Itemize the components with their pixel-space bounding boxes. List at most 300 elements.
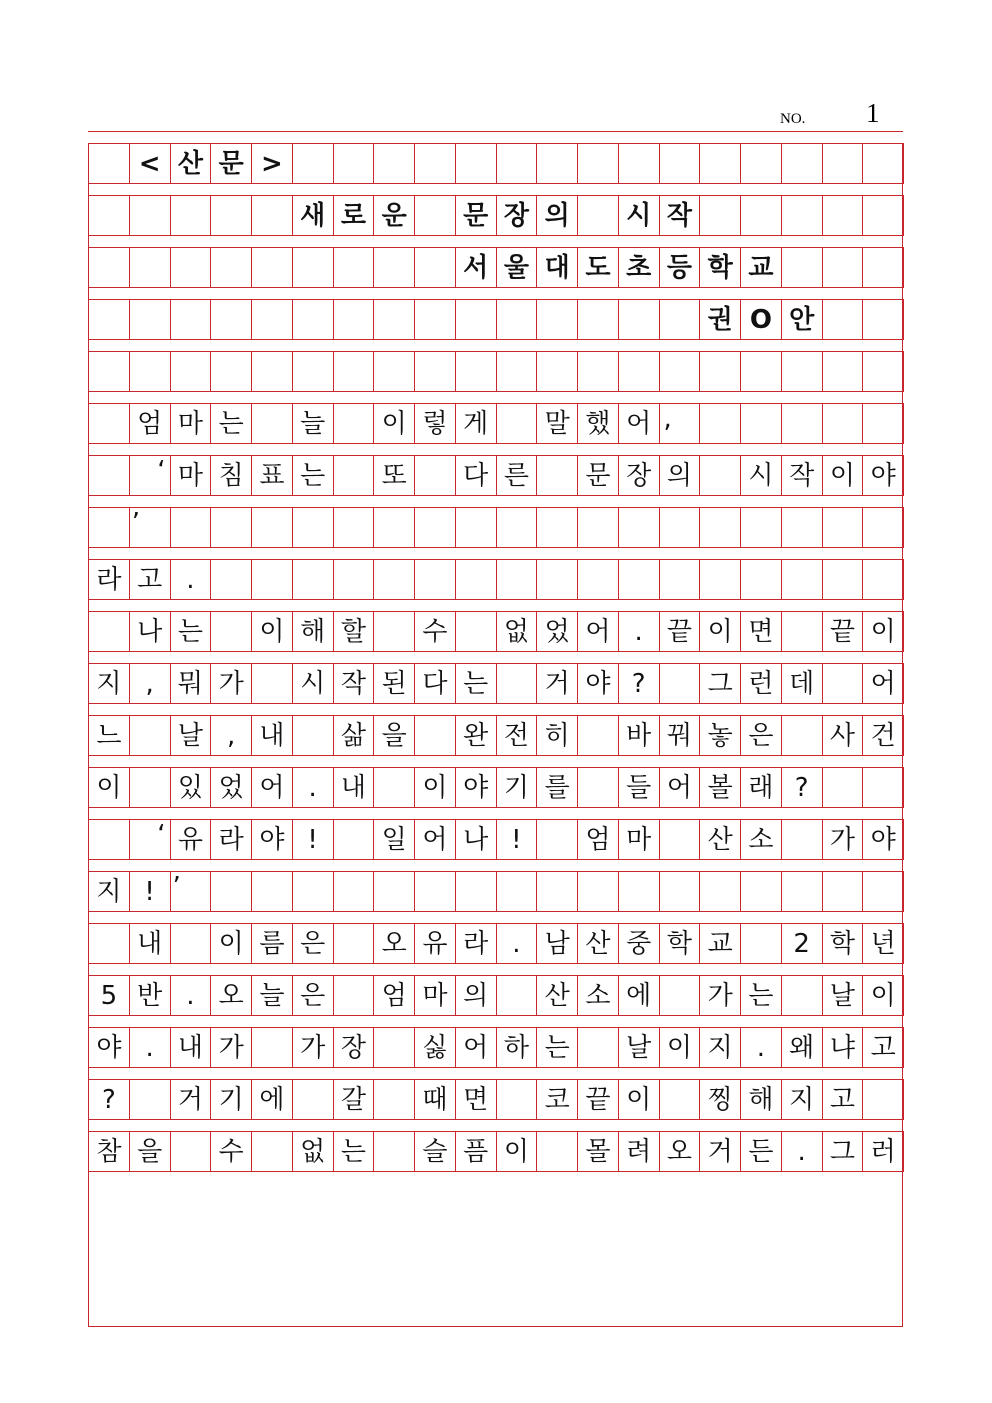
grid-cell-r17-c0: 야 (88, 1027, 130, 1068)
grid-cell-r5-c2: 마 (170, 403, 212, 444)
grid-cell-r16-c0: 5 (88, 975, 130, 1016)
grid-cell-r17-c15: 지 (699, 1027, 741, 1068)
grid-cell-r19-c12: 몰 (577, 1131, 619, 1172)
grid-cell-r14-c4 (251, 871, 293, 912)
grid-cell-r12-c9: 야 (455, 767, 497, 808)
grid-cell-r10-c18 (822, 663, 864, 704)
grid-cell-r10-c0: 지 (88, 663, 130, 704)
grid-cell-r14-c14 (659, 871, 701, 912)
grid-cell-r5-c14: , (659, 403, 701, 444)
grid-cell-r12-c4: 어 (251, 767, 293, 808)
grid-cell-r1-c19 (862, 195, 904, 236)
grid-cell-r1-c3 (210, 195, 252, 236)
grid-cell-r10-c2: 뭐 (170, 663, 212, 704)
grid-cell-r6-c7: 또 (373, 455, 415, 496)
grid-cell-r0-c1: < (129, 143, 171, 184)
grid-cell-r4-c0 (88, 351, 130, 392)
grid-cell-r13-c8: 어 (414, 819, 456, 860)
grid-cell-r13-c18: 가 (822, 819, 864, 860)
grid-cell-r14-c16 (740, 871, 782, 912)
grid-cell-r10-c13: ? (618, 663, 660, 704)
grid-cell-r2-c17 (781, 247, 823, 288)
grid-cell-r8-c0: 라 (88, 559, 130, 600)
grid-cell-r9-c9 (455, 611, 497, 652)
grid-cell-r2-c14: 등 (659, 247, 701, 288)
grid-cell-r8-c11 (536, 559, 578, 600)
grid-cell-r2-c11: 대 (536, 247, 578, 288)
grid-cell-r16-c18: 날 (822, 975, 864, 1016)
grid-cell-r17-c6: 장 (333, 1027, 375, 1068)
grid-cell-r18-c2: 거 (170, 1079, 212, 1120)
grid-cell-r2-c19 (862, 247, 904, 288)
grid-cell-r10-c8: 다 (414, 663, 456, 704)
grid-cell-r5-c7: 이 (373, 403, 415, 444)
grid-cell-r16-c5: 은 (292, 975, 334, 1016)
grid-cell-r11-c2: 날 (170, 715, 212, 756)
grid-cell-r9-c18: 끝 (822, 611, 864, 652)
grid-cell-r11-c8 (414, 715, 456, 756)
grid-cell-r14-c9 (455, 871, 497, 912)
grid-cell-r10-c17: 데 (781, 663, 823, 704)
grid-cell-r6-c1: ‘ (129, 455, 171, 496)
grid-cell-r11-c12 (577, 715, 619, 756)
grid-cell-r17-c9: 어 (455, 1027, 497, 1068)
grid-cell-r15-c3: 이 (210, 923, 252, 964)
grid-cell-r6-c9: 다 (455, 455, 497, 496)
grid-cell-r8-c10 (496, 559, 538, 600)
grid-cell-r17-c1: . (129, 1027, 171, 1068)
grid-cell-r7-c15 (699, 507, 741, 548)
grid-cell-r13-c12: 엄 (577, 819, 619, 860)
grid-cell-r1-c0 (88, 195, 130, 236)
grid-cell-r8-c2: . (170, 559, 212, 600)
grid-cell-r6-c14: 의 (659, 455, 701, 496)
no-label: NO. (780, 111, 806, 127)
grid-cell-r10-c4 (251, 663, 293, 704)
grid-cell-r6-c11 (536, 455, 578, 496)
grid-cell-r3-c19 (862, 299, 904, 340)
grid-cell-r15-c9: 라 (455, 923, 497, 964)
grid-cell-r17-c17: 왜 (781, 1027, 823, 1068)
grid-cell-r6-c16: 시 (740, 455, 782, 496)
grid-cell-r19-c9: 픔 (455, 1131, 497, 1172)
grid-cell-r1-c17 (781, 195, 823, 236)
grid-cell-r12-c8: 이 (414, 767, 456, 808)
grid-cell-r8-c15 (699, 559, 741, 600)
grid-cell-r17-c12 (577, 1027, 619, 1068)
grid-cell-r18-c5 (292, 1079, 334, 1120)
grid-cell-r19-c15: 거 (699, 1131, 741, 1172)
grid-cell-r4-c14 (659, 351, 701, 392)
grid-cell-r11-c1 (129, 715, 171, 756)
grid-cell-r11-c11: 히 (536, 715, 578, 756)
grid-cell-r8-c4 (251, 559, 293, 600)
grid-cell-r14-c18 (822, 871, 864, 912)
grid-cell-r17-c4 (251, 1027, 293, 1068)
grid-cell-r12-c2: 있 (170, 767, 212, 808)
grid-cell-r7-c13 (618, 507, 660, 548)
grid-cell-r17-c18: 냐 (822, 1027, 864, 1068)
grid-cell-r13-c16: 소 (740, 819, 782, 860)
grid-cell-r15-c19: 년 (862, 923, 904, 964)
grid-cell-r5-c10 (496, 403, 538, 444)
grid-cell-r6-c18: 이 (822, 455, 864, 496)
grid-cell-r19-c10: 이 (496, 1131, 538, 1172)
grid-cell-r3-c9 (455, 299, 497, 340)
grid-cell-r2-c4 (251, 247, 293, 288)
grid-cell-r13-c15: 산 (699, 819, 741, 860)
grid-cell-r4-c9 (455, 351, 497, 392)
grid-cell-r10-c10 (496, 663, 538, 704)
grid-cell-r7-c2 (170, 507, 212, 548)
grid-cell-r12-c18 (822, 767, 864, 808)
grid-cell-r3-c0 (88, 299, 130, 340)
grid-cell-r9-c14: 끝 (659, 611, 701, 652)
grid-cell-r1-c12 (577, 195, 619, 236)
grid-cell-r12-c16: 래 (740, 767, 782, 808)
grid-cell-r11-c14: 꿔 (659, 715, 701, 756)
grid-cell-r16-c15: 가 (699, 975, 741, 1016)
grid-cell-r2-c18 (822, 247, 864, 288)
grid-cell-r3-c13 (618, 299, 660, 340)
grid-cell-r0-c0 (88, 143, 130, 184)
grid-cell-r4-c4 (251, 351, 293, 392)
grid-cell-r2-c8 (414, 247, 456, 288)
grid-cell-r9-c5: 해 (292, 611, 334, 652)
grid-cell-r9-c10: 없 (496, 611, 538, 652)
grid-cell-r16-c6 (333, 975, 375, 1016)
grid-cell-r5-c0 (88, 403, 130, 444)
grid-cell-r19-c14: 오 (659, 1131, 701, 1172)
grid-cell-r2-c2 (170, 247, 212, 288)
grid-cell-r16-c2: . (170, 975, 212, 1016)
grid-cell-r19-c2 (170, 1131, 212, 1172)
grid-cell-r0-c2: 산 (170, 143, 212, 184)
grid-cell-r4-c16 (740, 351, 782, 392)
grid-cell-r16-c17 (781, 975, 823, 1016)
grid-cell-r15-c16 (740, 923, 782, 964)
grid-cell-r13-c14 (659, 819, 701, 860)
grid-cell-r15-c13: 중 (618, 923, 660, 964)
grid-cell-r12-c5: . (292, 767, 334, 808)
grid-cell-r0-c7 (373, 143, 415, 184)
grid-cell-r17-c13: 날 (618, 1027, 660, 1068)
grid-cell-r15-c1: 내 (129, 923, 171, 964)
grid-cell-r4-c3 (210, 351, 252, 392)
grid-cell-r8-c18 (822, 559, 864, 600)
grid-cell-r14-c5 (292, 871, 334, 912)
grid-cell-r19-c5: 없 (292, 1131, 334, 1172)
grid-cell-r1-c13: 시 (618, 195, 660, 236)
grid-cell-r9-c17 (781, 611, 823, 652)
grid-cell-r9-c19: 이 (862, 611, 904, 652)
grid-cell-r11-c5 (292, 715, 334, 756)
grid-cell-r10-c7: 된 (373, 663, 415, 704)
grid-cell-r18-c18: 고 (822, 1079, 864, 1120)
grid-cell-r17-c3: 가 (210, 1027, 252, 1068)
grid-cell-r2-c6 (333, 247, 375, 288)
grid-cell-r13-c0 (88, 819, 130, 860)
grid-cell-r12-c13: 들 (618, 767, 660, 808)
grid-cell-r3-c10 (496, 299, 538, 340)
grid-cell-r17-c11: 는 (536, 1027, 578, 1068)
grid-cell-r4-c15 (699, 351, 741, 392)
grid-cell-r7-c3 (210, 507, 252, 548)
grid-cell-r0-c11 (536, 143, 578, 184)
grid-cell-r13-c3: 라 (210, 819, 252, 860)
grid-cell-r18-c6: 갈 (333, 1079, 375, 1120)
grid-cell-r5-c18 (822, 403, 864, 444)
grid-cell-r6-c12: 문 (577, 455, 619, 496)
grid-cell-r7-c11 (536, 507, 578, 548)
grid-cell-r1-c18 (822, 195, 864, 236)
grid-cell-r12-c17: ? (781, 767, 823, 808)
grid-cell-r1-c10: 장 (496, 195, 538, 236)
grid-cell-r4-c18 (822, 351, 864, 392)
grid-cell-r0-c10 (496, 143, 538, 184)
grid-cell-r2-c5 (292, 247, 334, 288)
grid-cell-r18-c0: ? (88, 1079, 130, 1120)
grid-cell-r19-c3: 수 (210, 1131, 252, 1172)
grid-cell-r19-c17: . (781, 1131, 823, 1172)
grid-cell-r6-c8 (414, 455, 456, 496)
grid-cell-r3-c17: 안 (781, 299, 823, 340)
grid-cell-r9-c4: 이 (251, 611, 293, 652)
grid-cell-r19-c7 (373, 1131, 415, 1172)
grid-cell-r9-c7 (373, 611, 415, 652)
grid-cell-r3-c3 (210, 299, 252, 340)
grid-cell-r11-c7: 을 (373, 715, 415, 756)
grid-cell-r4-c19 (862, 351, 904, 392)
grid-cell-r19-c19: 러 (862, 1131, 904, 1172)
grid-cell-r15-c15: 교 (699, 923, 741, 964)
grid-cell-r4-c6 (333, 351, 375, 392)
grid-cell-r8-c13 (618, 559, 660, 600)
grid-cell-r0-c5 (292, 143, 334, 184)
grid-cell-r7-c1: ’ (129, 507, 171, 548)
grid-cell-r9-c6: 할 (333, 611, 375, 652)
grid-cell-r3-c12 (577, 299, 619, 340)
grid-cell-r11-c15: 놓 (699, 715, 741, 756)
grid-cell-r16-c14 (659, 975, 701, 1016)
grid-cell-r13-c13: 마 (618, 819, 660, 860)
grid-cell-r12-c7 (373, 767, 415, 808)
grid-cell-r6-c0 (88, 455, 130, 496)
grid-cell-r7-c17 (781, 507, 823, 548)
grid-cell-r13-c5: ! (292, 819, 334, 860)
grid-cell-r4-c13 (618, 351, 660, 392)
grid-cell-r0-c18 (822, 143, 864, 184)
grid-cell-r4-c10 (496, 351, 538, 392)
grid-cell-r15-c0 (88, 923, 130, 964)
grid-cell-r7-c10 (496, 507, 538, 548)
grid-cell-r13-c19: 야 (862, 819, 904, 860)
grid-cell-r6-c19: 야 (862, 455, 904, 496)
grid-cell-r15-c7: 오 (373, 923, 415, 964)
grid-cell-r1-c9: 문 (455, 195, 497, 236)
grid-cell-r16-c3: 오 (210, 975, 252, 1016)
grid-cell-r3-c5 (292, 299, 334, 340)
grid-cell-r14-c3 (210, 871, 252, 912)
grid-cell-r16-c19: 이 (862, 975, 904, 1016)
grid-cell-r0-c16 (740, 143, 782, 184)
grid-cell-r5-c12: 했 (577, 403, 619, 444)
grid-cell-r9-c1: 나 (129, 611, 171, 652)
grid-cell-r6-c6 (333, 455, 375, 496)
grid-cell-r7-c7 (373, 507, 415, 548)
grid-cell-r18-c12: 끝 (577, 1079, 619, 1120)
grid-cell-r12-c11: 를 (536, 767, 578, 808)
grid-cell-r12-c1 (129, 767, 171, 808)
grid-cell-r8-c7 (373, 559, 415, 600)
grid-cell-r15-c10: . (496, 923, 538, 964)
grid-cell-r13-c6 (333, 819, 375, 860)
grid-cell-r13-c1: ‘ (129, 819, 171, 860)
grid-cell-r11-c3: , (210, 715, 252, 756)
grid-cell-r13-c2: 유 (170, 819, 212, 860)
grid-cell-r15-c14: 학 (659, 923, 701, 964)
grid-cell-r8-c17 (781, 559, 823, 600)
grid-cell-r19-c1: 을 (129, 1131, 171, 1172)
grid-cell-r8-c12 (577, 559, 619, 600)
grid-cell-r3-c4 (251, 299, 293, 340)
grid-cell-r17-c5: 가 (292, 1027, 334, 1068)
grid-cell-r12-c12 (577, 767, 619, 808)
grid-cell-r13-c11 (536, 819, 578, 860)
grid-cell-r19-c0: 참 (88, 1131, 130, 1172)
grid-cell-r16-c9: 의 (455, 975, 497, 1016)
grid-cell-r0-c14 (659, 143, 701, 184)
grid-cell-r7-c18 (822, 507, 864, 548)
grid-cell-r16-c7: 엄 (373, 975, 415, 1016)
grid-cell-r8-c3 (210, 559, 252, 600)
grid-cell-r13-c9: 나 (455, 819, 497, 860)
grid-cell-r0-c13 (618, 143, 660, 184)
grid-cell-r18-c8: 때 (414, 1079, 456, 1120)
grid-cell-r15-c2 (170, 923, 212, 964)
grid-cell-r6-c15 (699, 455, 741, 496)
grid-cell-r4-c7 (373, 351, 415, 392)
grid-cell-r14-c7 (373, 871, 415, 912)
grid-cell-r4-c5 (292, 351, 334, 392)
grid-cell-r3-c2 (170, 299, 212, 340)
grid-cell-r1-c5: 새 (292, 195, 334, 236)
grid-cell-r10-c9: 는 (455, 663, 497, 704)
grid-cell-r0-c9 (455, 143, 497, 184)
grid-cell-r5-c15 (699, 403, 741, 444)
grid-cell-r2-c3 (210, 247, 252, 288)
grid-cell-r0-c19 (862, 143, 904, 184)
grid-cell-r12-c6: 내 (333, 767, 375, 808)
grid-cell-r13-c4: 야 (251, 819, 293, 860)
grid-cell-r1-c8 (414, 195, 456, 236)
grid-cell-r12-c3: 었 (210, 767, 252, 808)
grid-cell-r0-c17 (781, 143, 823, 184)
grid-cell-r17-c2: 내 (170, 1027, 212, 1068)
grid-cell-r11-c9: 완 (455, 715, 497, 756)
grid-cell-r7-c8 (414, 507, 456, 548)
grid-cell-r3-c14 (659, 299, 701, 340)
grid-cell-r17-c10: 하 (496, 1027, 538, 1068)
grid-cell-r19-c16: 든 (740, 1131, 782, 1172)
grid-cell-r10-c1: , (129, 663, 171, 704)
grid-cell-r18-c17: 지 (781, 1079, 823, 1120)
grid-cell-r10-c3: 가 (210, 663, 252, 704)
grid-cell-r10-c12: 야 (577, 663, 619, 704)
grid-cell-r6-c10: 른 (496, 455, 538, 496)
grid-cell-r3-c1 (129, 299, 171, 340)
grid-cell-r16-c12: 소 (577, 975, 619, 1016)
grid-cell-r17-c7 (373, 1027, 415, 1068)
grid-cell-r12-c14: 어 (659, 767, 701, 808)
grid-cell-r17-c19: 고 (862, 1027, 904, 1068)
grid-cell-r10-c16: 런 (740, 663, 782, 704)
grid-cell-r0-c4: > (251, 143, 293, 184)
grid-cell-r14-c10 (496, 871, 538, 912)
grid-cell-r4-c1 (129, 351, 171, 392)
grid-cell-r15-c17: 2 (781, 923, 823, 964)
grid-cell-r17-c16: . (740, 1027, 782, 1068)
grid-cell-r19-c4 (251, 1131, 293, 1172)
grid-cell-r2-c15: 학 (699, 247, 741, 288)
grid-cell-r8-c19 (862, 559, 904, 600)
grid-cell-r16-c10 (496, 975, 538, 1016)
grid-cell-r11-c19: 건 (862, 715, 904, 756)
grid-cell-r14-c11 (536, 871, 578, 912)
grid-cell-r4-c17 (781, 351, 823, 392)
grid-cell-r19-c18: 그 (822, 1131, 864, 1172)
grid-cell-r9-c13: . (618, 611, 660, 652)
grid-cell-r10-c5: 시 (292, 663, 334, 704)
grid-cell-r7-c16 (740, 507, 782, 548)
grid-cell-r18-c13: 이 (618, 1079, 660, 1120)
grid-cell-r3-c7 (373, 299, 415, 340)
grid-cell-r14-c0: 지 (88, 871, 130, 912)
grid-cell-r11-c17 (781, 715, 823, 756)
grid-cell-r8-c14 (659, 559, 701, 600)
grid-cell-r7-c4 (251, 507, 293, 548)
grid-cell-r18-c9: 면 (455, 1079, 497, 1120)
grid-cell-r16-c16: 는 (740, 975, 782, 1016)
grid-cell-r18-c15: 찡 (699, 1079, 741, 1120)
grid-cell-r14-c15 (699, 871, 741, 912)
grid-cell-r17-c8: 싫 (414, 1027, 456, 1068)
grid-cell-r18-c7 (373, 1079, 415, 1120)
grid-cell-r18-c16: 해 (740, 1079, 782, 1120)
grid-cell-r14-c2: ’ (170, 871, 212, 912)
grid-cell-r12-c10: 기 (496, 767, 538, 808)
grid-cell-r16-c4: 늘 (251, 975, 293, 1016)
grid-cell-r8-c8 (414, 559, 456, 600)
grid-cell-r8-c5 (292, 559, 334, 600)
grid-cell-r15-c8: 유 (414, 923, 456, 964)
grid-cell-r3-c16: O (740, 299, 782, 340)
grid-cell-r9-c15: 이 (699, 611, 741, 652)
grid-cell-r11-c18: 사 (822, 715, 864, 756)
grid-cell-r15-c5: 은 (292, 923, 334, 964)
grid-cell-r19-c13: 려 (618, 1131, 660, 1172)
grid-cell-r4-c8 (414, 351, 456, 392)
grid-cell-r2-c13: 초 (618, 247, 660, 288)
grid-cell-r7-c0 (88, 507, 130, 548)
grid-cell-r2-c10: 울 (496, 247, 538, 288)
grid-cell-r16-c8: 마 (414, 975, 456, 1016)
grid-cell-r1-c6: 로 (333, 195, 375, 236)
grid-cell-r3-c18 (822, 299, 864, 340)
grid-cell-r0-c15 (699, 143, 741, 184)
grid-cell-r10-c15: 그 (699, 663, 741, 704)
grid-cell-r11-c0: 느 (88, 715, 130, 756)
